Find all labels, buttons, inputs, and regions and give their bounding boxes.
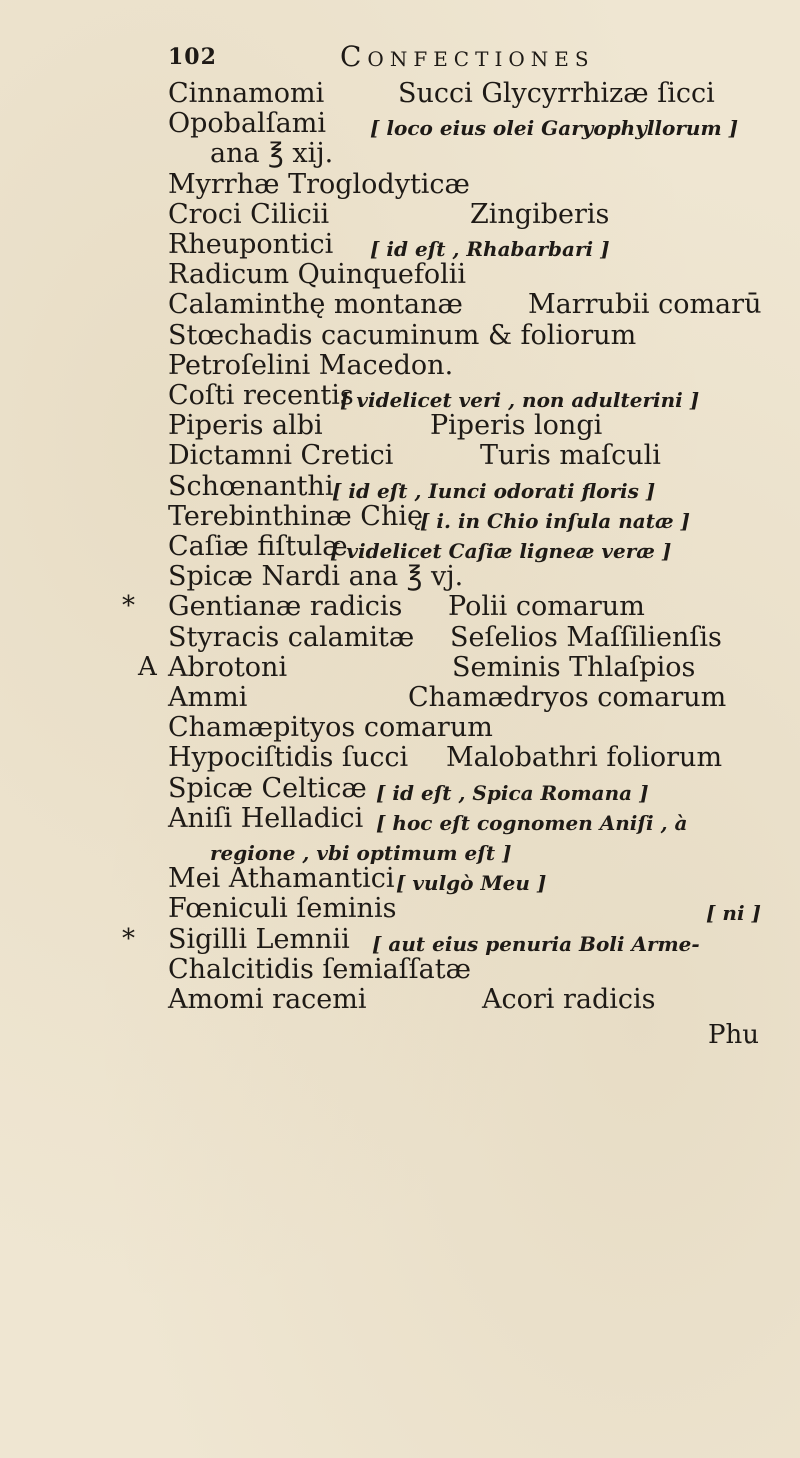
ingredient-text: Amomi racemi — [168, 984, 367, 1015]
ingredient-text-second: Succi Glycyrrhizæ ſicci — [398, 78, 715, 109]
ingredient-text: Chamæpityos comarum — [168, 712, 493, 744]
ingredient-text: Stœchadis cacuminum & foliorum — [168, 319, 637, 351]
ingredient-text: Ammi — [168, 682, 248, 713]
running-head: Confectiones — [340, 40, 595, 73]
page-header — [168, 40, 668, 76]
ingredient-text: Rheupontici — [168, 229, 334, 260]
margin-mark: * — [122, 923, 135, 954]
ingredient-text: Petroſelini Macedon. — [168, 349, 454, 381]
ingredient-text: Gentianæ radicis — [168, 591, 403, 623]
ingredient-text-second: Seſelios Maſſilienſis — [450, 621, 722, 653]
ingredient-text-second: Seminis Thlaſpios — [452, 651, 696, 683]
ingredient-text: Hypociſtidis ſucci — [168, 742, 409, 774]
ingredient-text: Calaminthę montanæ — [168, 289, 463, 321]
bracket-note: [ loco eius olei Garyophyllorum ] — [370, 116, 739, 141]
ingredient-text: Spicæ Celticæ — [168, 772, 367, 804]
ingredient-text-second: Polii comarum — [448, 591, 645, 623]
ingredient-text: Chalcitidis ſemiaſſatæ — [168, 953, 471, 985]
ingredient-text: Caſiæ fiſtulæ — [168, 531, 348, 562]
bracket-note: [ aut eius penuria Boli Arme- — [372, 931, 700, 956]
ingredient-text: Piperis albi — [168, 410, 323, 442]
ingredient-text: Spicæ Nardi ana ℥ vj. — [168, 561, 464, 593]
margin-mark: * — [122, 591, 135, 622]
ingredient-text: Myrrhæ Troglodyticæ — [168, 168, 470, 200]
bracket-note: [ ni ] — [706, 901, 761, 926]
catchword: Phu — [708, 1020, 759, 1050]
bracket-note: [ videlicet veri , non adulterini ] — [340, 388, 700, 412]
ingredient-text: Styracis calamitæ — [168, 621, 415, 653]
ingredient-text: Opobalſami — [168, 108, 327, 140]
bracket-note: [ i. in Chio inſula natæ ] — [420, 508, 691, 533]
ingredient-text: Fœniculi ſeminis — [168, 893, 397, 925]
ingredient-text: Abrotoni — [168, 651, 288, 683]
ingredient-text-second: Zingiberis — [470, 198, 610, 230]
ingredient-text: Mei Athamantici — [168, 863, 395, 895]
bracket-note: [ hoc eſt cognomen Aniſi , à — [376, 810, 688, 835]
ingredient-text: Terebinthinæ Chię — [168, 500, 423, 532]
ingredient-text: Radicum Quinquefolii — [168, 259, 467, 291]
bracket-note: [ id eſt , Spica Romana ] — [376, 780, 649, 805]
ingredient-text-second: Turis maſculi — [480, 440, 661, 472]
page-number: 102 — [168, 44, 217, 70]
ingredient-text-second: Malobathri foliorum — [446, 742, 723, 774]
ingredient-text: Sigilli Lemnii — [168, 923, 350, 955]
ingredient-text-second: Piperis longi — [430, 410, 603, 442]
ingredient-text: Dictamni Cretici — [168, 440, 394, 472]
bracket-note: [ id eſt , Iunci odorati floris ] — [332, 478, 656, 503]
ingredient-text: ana ℥ xij. — [210, 138, 334, 170]
ingredient-text-second: Marrubii comarū — [528, 289, 762, 321]
ingredient-text: Croci Cilicii — [168, 198, 330, 230]
ingredient-text: Cinnamomi — [168, 78, 325, 109]
bracket-note: regione , vbi optimum eſt ] — [210, 841, 512, 865]
ingredient-text-second: Acori radicis — [482, 984, 656, 1015]
ingredient-text: Aniſi Helladici — [168, 802, 364, 834]
ingredient-text: Schœnanthi — [168, 470, 334, 502]
ingredient-text: Coſti recentis — [168, 380, 354, 411]
bracket-note: [ videlicet Caſiæ ligneæ veræ ] — [330, 539, 672, 563]
ingredient-text-second: Chamædryos comarum — [408, 682, 727, 713]
bracket-note: [ vulgò Meu ] — [396, 871, 547, 896]
bracket-note: [ id eſt , Rhabarbari ] — [370, 237, 610, 261]
margin-mark: A — [138, 651, 157, 682]
